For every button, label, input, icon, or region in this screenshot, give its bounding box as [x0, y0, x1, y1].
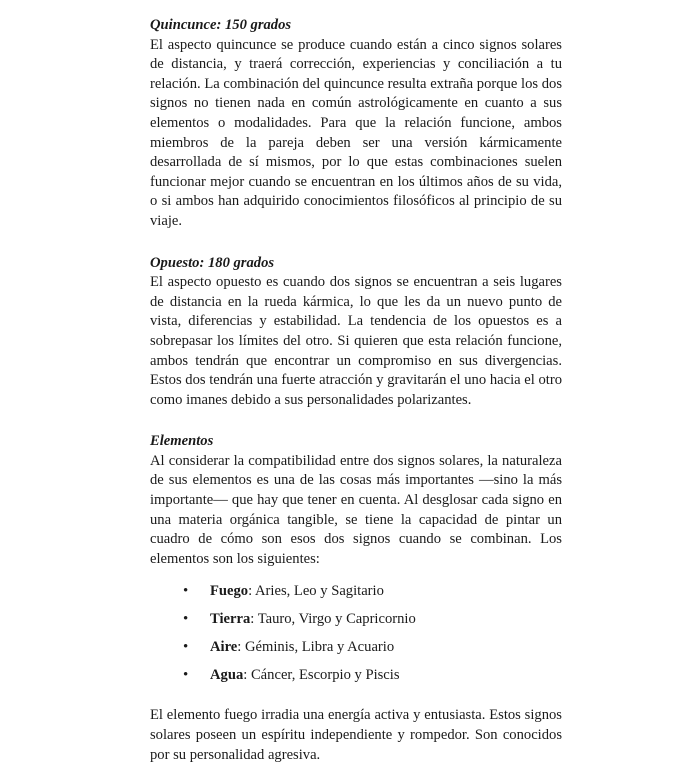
section-heading: Opuesto: 180 grados — [150, 254, 275, 271]
bullet-icon: • — [183, 639, 189, 656]
element-name: Fuego — [210, 583, 249, 600]
element-signs: : Géminis, Libra y Acuario — [237, 639, 395, 656]
element-signs: : Aries, Leo y Sagitario — [248, 583, 384, 600]
bullet-icon: • — [183, 611, 189, 628]
section-paragraph: El aspecto quincunce se produce cuando están a cinco signos solares de distancia, y traerá corrección, experiencias y conciliación a tu relación. La combinación del quincunce resulta extraña porque los dos signos no tienen nada en común astrológicamente en cuanto a sus elementos o modalidades. Para que la relación funcione, ambos miembros de la pareja deben ser una versión kármicamente desarrollada de sí mismos, por lo que estas combinaciones suelen funcionar mejor cuando se encuentran en los últimos años de su vida, o si ambos han adquirido conocimientos filosóficos al principio de su viaje. — [150, 36, 562, 229]
section-heading: Quincunce: 150 grados — [150, 17, 292, 33]
element-name: Aire — [210, 639, 238, 656]
bullet-icon: • — [183, 667, 189, 684]
element-name: Agua — [210, 667, 244, 684]
section-quincunce — [150, 16, 562, 232]
section-heading: Elementos — [150, 433, 214, 450]
list-item-aire — [183, 638, 562, 666]
elements-list — [150, 582, 562, 694]
section-paragraph: El aspecto opuesto es cuando dos signos se encuentran a seis lugares de distancia en la rueda kármica, lo que les da un nuevo punto de vista, diferencias y estabilidad. La tendencia de los opuestos es a sobrepasar los límites del otro. Si quieren que esta relación funcione, ambos tendrán que encontrar un compromiso en sus divergencias. Estos dos tendrán una fuerte atracción y gravitarán el uno hacia el otro como imanes debido a sus personalidades polarizantes. — [150, 274, 562, 408]
book-page — [150, 16, 562, 765]
section-opuesto — [150, 254, 562, 411]
section-elementos — [150, 432, 562, 765]
element-signs: : Cáncer, Escorpio y Piscis — [243, 667, 400, 684]
list-item-agua — [183, 666, 562, 694]
closing-paragraph: El elemento fuego irradia una energía activa y entusiasta. Estos signos solares poseen un espíritu independiente y rompedor. Son conocidos por su personalidad agresiva. — [150, 707, 562, 763]
element-name: Tierra — [210, 611, 251, 628]
list-item-fuego — [183, 582, 562, 610]
section-paragraph: Al considerar la compatibilidad entre dos signos solares, la naturaleza de sus elementos es una de las cosas más importantes —sino la más importante— que hay que tener en cuenta. Al desglosar cada signo en una materia orgánica tangible, se tiene la capacidad de pintar un cuadro de cómo son esos dos signos cuando se combinan. Los elementos son los siguientes: — [150, 452, 562, 567]
list-item-tierra — [183, 610, 562, 638]
element-signs: : Tauro, Virgo y Capricornio — [250, 611, 416, 628]
bullet-icon: • — [183, 583, 189, 600]
